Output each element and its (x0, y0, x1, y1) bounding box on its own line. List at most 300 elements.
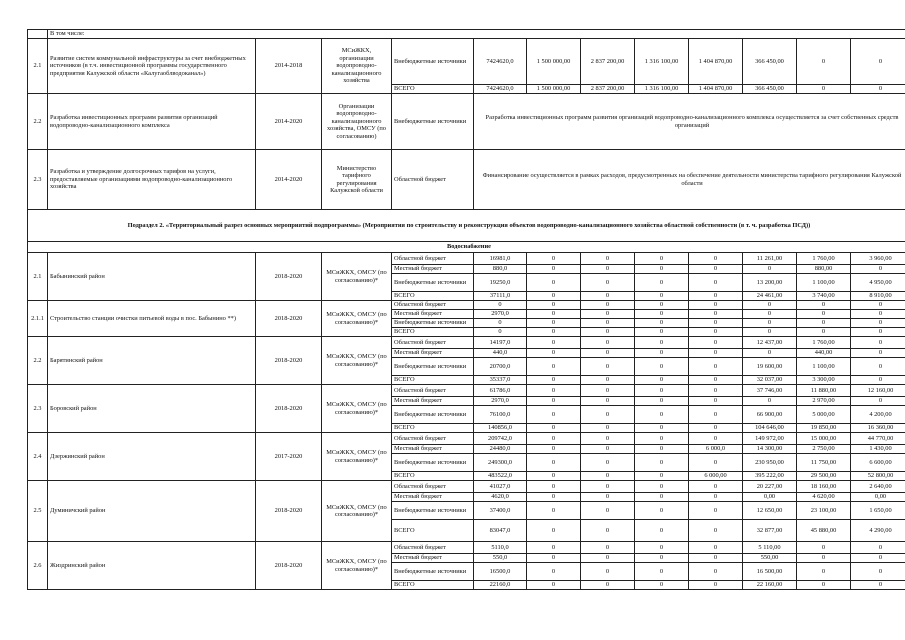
value-cell: 0 (527, 385, 581, 397)
value-cell: 0 (851, 581, 905, 590)
table-row (28, 94, 905, 150)
value-cell: 0 (851, 337, 905, 349)
executor: Организации водопроводно-канализационного хозяйства, ОМСУ (по согласованию) (322, 94, 392, 150)
value-cell: 0 (851, 397, 905, 406)
value-cell: 32 037,00 (743, 376, 797, 385)
period: 2014-2018 (256, 39, 322, 94)
value-cell: 0 (743, 265, 797, 274)
value-cell: 149 972,00 (743, 433, 797, 445)
funding-source: Областной бюджет (392, 385, 474, 397)
value-cell: 0 (527, 349, 581, 358)
funding-source: Областной бюджет (392, 301, 474, 310)
value-cell: 0 (581, 385, 635, 397)
funding-source: ВСЕГО (392, 472, 474, 481)
value-cell: 1 500 000,00 (527, 85, 581, 94)
value-cell: 11 880,00 (797, 385, 851, 397)
row-number: 2.1 (28, 253, 48, 301)
value-cell: 7424620,0 (474, 85, 527, 94)
value-cell: 1 100,00 (797, 358, 851, 376)
value-cell: 0 (689, 554, 743, 563)
executor: МСиЖКХ, ОМСУ (по согласованию)* (322, 253, 392, 301)
value-cell: 0 (689, 376, 743, 385)
value-cell: 0 (635, 385, 689, 397)
value-cell: 0 (797, 581, 851, 590)
table-row (28, 242, 905, 253)
value-cell: 44 770,00 (851, 433, 905, 445)
value-cell: 0 (689, 385, 743, 397)
value-cell: 7424620,0 (474, 39, 527, 85)
value-cell: 0 (527, 581, 581, 590)
value-cell: 5 110,00 (743, 542, 797, 554)
table-row (28, 542, 905, 554)
top-note: В том числе: (48, 30, 905, 39)
value-cell: 880,00 (797, 265, 851, 274)
value-cell: 0 (689, 292, 743, 301)
row-number: 2.1.1 (28, 301, 48, 337)
subsection-title: Водоснабжение (28, 242, 905, 253)
value-cell: 20700,0 (474, 358, 527, 376)
value-cell: 104 646,00 (743, 424, 797, 433)
funding-source: Местный бюджет (392, 493, 474, 502)
value-cell: 16 360,00 (851, 424, 905, 433)
value-cell: 0 (743, 328, 797, 337)
value-cell: 0 (527, 397, 581, 406)
funding-source: Областной бюджет (392, 481, 474, 493)
value-cell: 0 (689, 337, 743, 349)
period: 2018-2020 (256, 481, 322, 542)
value-cell: 0 (635, 301, 689, 310)
value-cell: 0 (689, 433, 743, 445)
value-cell: 0 (527, 292, 581, 301)
value-cell: 0 (689, 502, 743, 520)
value-cell: 16 500,00 (743, 563, 797, 581)
value-cell: 2 640,00 (851, 481, 905, 493)
funding-source: Местный бюджет (392, 310, 474, 319)
value-cell: 0 (689, 265, 743, 274)
funding-source: Внебюджетные источники (392, 406, 474, 424)
value-cell: 5 000,00 (797, 406, 851, 424)
value-cell: 0 (689, 563, 743, 581)
value-cell: 0 (527, 542, 581, 554)
value-cell: 0 (851, 358, 905, 376)
funding-note: Разработка инвестиционных программ развития организаций водопроводно-канализационного комплекса осуществляется за счет собственных средств организаций (474, 94, 905, 150)
value-cell: 0 (581, 301, 635, 310)
value-cell: 37 746,00 (743, 385, 797, 397)
value-cell: 0 (581, 319, 635, 328)
value-cell: 1 316 100,00 (635, 85, 689, 94)
value-cell: 61786,0 (474, 385, 527, 397)
value-cell: 0 (635, 502, 689, 520)
value-cell: 0 (635, 274, 689, 292)
value-cell: 16500,0 (474, 563, 527, 581)
value-cell: 24 461,00 (743, 292, 797, 301)
value-cell: 0 (851, 301, 905, 310)
value-cell: 0 (581, 542, 635, 554)
value-cell: 37400,0 (474, 502, 527, 520)
value-cell: 0 (635, 253, 689, 265)
value-cell: 19 850,00 (797, 424, 851, 433)
funding-source: Областной бюджет (392, 433, 474, 445)
funding-source: Местный бюджет (392, 397, 474, 406)
row-number: 2.4 (28, 433, 48, 481)
value-cell: 0 (581, 358, 635, 376)
value-cell: 0 (689, 424, 743, 433)
value-cell: 1 430,00 (851, 445, 905, 454)
funding-source: Внебюджетные источники (392, 563, 474, 581)
value-cell: 0 (635, 349, 689, 358)
value-cell: 41027,0 (474, 481, 527, 493)
value-cell: 11 261,00 (743, 253, 797, 265)
value-cell: 0 (743, 301, 797, 310)
value-cell: 0 (635, 563, 689, 581)
district-name: Дзержинский район (48, 433, 256, 481)
value-cell: 1 760,00 (797, 253, 851, 265)
value-cell: 4 290,00 (851, 520, 905, 542)
value-cell: 14 300,00 (743, 445, 797, 454)
value-cell: 0 (635, 319, 689, 328)
value-cell: 0 (743, 319, 797, 328)
funding-source: Местный бюджет (392, 554, 474, 563)
value-cell: 18 160,00 (797, 481, 851, 493)
funding-note: Финансирование осуществляется в рамках расходов, предусмотренных на обеспечение деятельности министерства тарифного регулирования Калужской области (474, 150, 905, 210)
value-cell: 140856,0 (474, 424, 527, 433)
value-cell: 0 (689, 349, 743, 358)
funding-source: Внебюджетные источники (392, 454, 474, 472)
value-cell: 0 (581, 424, 635, 433)
district-name: Бабынинский район (48, 253, 256, 301)
value-cell: 0 (527, 376, 581, 385)
value-cell: 0 (743, 349, 797, 358)
section-title: Подраздел 2. «Территориальный разрез основных мероприятий подпрограммы» (Мероприятия по строительству и реконструкция объектов водопроводно-канализационного хозяйства областной собственности (в т. ч. разработка ПСД)) (28, 210, 905, 242)
funding-source: Областной бюджет (392, 150, 474, 210)
district-name: Барятинский район (48, 337, 256, 385)
value-cell: 0 (581, 433, 635, 445)
value-cell: 0 (527, 554, 581, 563)
funding-source: Внебюджетные источники (392, 39, 474, 85)
funding-source: Областной бюджет (392, 542, 474, 554)
value-cell: 0 (581, 406, 635, 424)
value-cell: 4 620,00 (797, 493, 851, 502)
table-row (28, 433, 905, 445)
value-cell: 23 100,00 (797, 502, 851, 520)
funding-source: Внебюджетные источники (392, 274, 474, 292)
value-cell: 0 (743, 310, 797, 319)
value-cell: 3 740,00 (797, 292, 851, 301)
district-name: Жиздринский район (48, 542, 256, 590)
period: 2014-2020 (256, 94, 322, 150)
value-cell: 0 (635, 265, 689, 274)
value-cell: 0 (581, 472, 635, 481)
period: 2017-2020 (256, 433, 322, 481)
value-cell: 0 (581, 397, 635, 406)
row-number: 2.2 (28, 337, 48, 385)
value-cell: 1 100,00 (797, 274, 851, 292)
value-cell: 12 160,00 (851, 385, 905, 397)
period: 2018-2020 (256, 337, 322, 385)
value-cell: 0 (635, 337, 689, 349)
funding-source: Внебюджетные источники (392, 502, 474, 520)
funding-source: ВСЕГО (392, 520, 474, 542)
value-cell: 13 200,00 (743, 274, 797, 292)
value-cell: 0 (635, 397, 689, 406)
value-cell: 0 (635, 433, 689, 445)
value-cell: 76100,0 (474, 406, 527, 424)
value-cell: 0 (527, 253, 581, 265)
value-cell: 0 (581, 328, 635, 337)
funding-source: ВСЕГО (392, 85, 474, 94)
value-cell: 12 437,00 (743, 337, 797, 349)
value-cell: 0 (527, 445, 581, 454)
value-cell: 0 (635, 358, 689, 376)
value-cell: 83047,0 (474, 520, 527, 542)
value-cell: 1 316 100,00 (635, 39, 689, 85)
value-cell: 12 650,00 (743, 502, 797, 520)
value-cell: 6 600,00 (851, 454, 905, 472)
value-cell: 1 650,00 (851, 502, 905, 520)
executor: МСиЖКХ, ОМСУ (по согласованию)* (322, 481, 392, 542)
value-cell: 2970,0 (474, 397, 527, 406)
value-cell: 230 950,00 (743, 454, 797, 472)
value-cell: 14197,0 (474, 337, 527, 349)
value-cell: 0 (581, 376, 635, 385)
funding-source: Местный бюджет (392, 445, 474, 454)
value-cell: 209742,0 (474, 433, 527, 445)
value-cell: 440,00 (797, 349, 851, 358)
budget-table (27, 29, 905, 590)
value-cell: 0 (635, 481, 689, 493)
table-row (28, 337, 905, 349)
row-number: 2.3 (28, 385, 48, 433)
value-cell: 0 (689, 301, 743, 310)
value-cell: 0 (527, 424, 581, 433)
value-cell: 0 (581, 292, 635, 301)
value-cell: 0 (581, 337, 635, 349)
table-row (28, 150, 905, 210)
funding-source: Областной бюджет (392, 337, 474, 349)
value-cell: 1 404 870,00 (689, 85, 743, 94)
value-cell: 0,00 (851, 493, 905, 502)
row-number: 2.2 (28, 94, 48, 150)
period: 2014-2020 (256, 150, 322, 210)
measure-name: Развитие систем коммунальной инфраструктуры за счет внебюджетных источников (в т.ч. инвестиционной программы государственного предприятия Калужской области «Калугаоблводоканал») (48, 39, 256, 94)
value-cell: 2970,0 (474, 310, 527, 319)
value-cell: 0 (635, 310, 689, 319)
value-cell: 0 (635, 493, 689, 502)
value-cell: 5110,0 (474, 542, 527, 554)
value-cell: 0 (689, 358, 743, 376)
value-cell: 15 000,00 (797, 433, 851, 445)
funding-source: Областной бюджет (392, 253, 474, 265)
value-cell: 1 760,00 (797, 337, 851, 349)
executor: МСиЖКХ, ОМСУ (по согласованию)* (322, 337, 392, 385)
value-cell: 24480,0 (474, 445, 527, 454)
value-cell: 0,00 (743, 493, 797, 502)
executor: МСиЖКХ, ОМСУ (по согласованию)* (322, 385, 392, 433)
value-cell: 550,00 (743, 554, 797, 563)
value-cell: 19 600,00 (743, 358, 797, 376)
value-cell: 366 450,00 (743, 85, 797, 94)
value-cell: 0 (581, 454, 635, 472)
row-number: 2.5 (28, 481, 48, 542)
value-cell: 0 (851, 376, 905, 385)
value-cell: 0 (851, 85, 905, 94)
value-cell: 0 (527, 520, 581, 542)
executor: Министерство тарифного регулирования Калужской области (322, 150, 392, 210)
value-cell: 0 (743, 397, 797, 406)
value-cell: 4 950,00 (851, 274, 905, 292)
value-cell: 249300,0 (474, 454, 527, 472)
value-cell: 0 (527, 310, 581, 319)
value-cell: 3 300,00 (797, 376, 851, 385)
period: 2018-2020 (256, 253, 322, 301)
value-cell: 0 (797, 542, 851, 554)
value-cell: 0 (689, 328, 743, 337)
value-cell: 8 910,00 (851, 292, 905, 301)
value-cell: 0 (527, 472, 581, 481)
value-cell: 29 500,00 (797, 472, 851, 481)
district-name: Думиничский район (48, 481, 256, 542)
value-cell: 20 227,00 (743, 481, 797, 493)
value-cell: 3 960,00 (851, 253, 905, 265)
value-cell: 0 (797, 554, 851, 563)
value-cell: 0 (851, 39, 905, 85)
value-cell: 483522,0 (474, 472, 527, 481)
value-cell: 0 (635, 472, 689, 481)
value-cell: 0 (527, 328, 581, 337)
value-cell: 0 (851, 554, 905, 563)
table-row (28, 39, 905, 85)
value-cell: 2 750,00 (797, 445, 851, 454)
value-cell: 0 (527, 337, 581, 349)
value-cell: 440,0 (474, 349, 527, 358)
value-cell: 0 (527, 481, 581, 493)
value-cell: 0 (527, 319, 581, 328)
table-row (28, 301, 905, 310)
value-cell: 2 837 200,00 (581, 39, 635, 85)
value-cell: 0 (581, 493, 635, 502)
district-name: Строительство станции очистки питьевой воды в пос. Бабынино **) (48, 301, 256, 337)
value-cell: 0 (689, 493, 743, 502)
value-cell: 0 (689, 481, 743, 493)
value-cell: 0 (474, 301, 527, 310)
table-row (28, 385, 905, 397)
value-cell: 0 (689, 454, 743, 472)
funding-source: ВСЕГО (392, 581, 474, 590)
funding-source: Внебюджетные источники (392, 358, 474, 376)
funding-source: ВСЕГО (392, 424, 474, 433)
value-cell: 0 (527, 406, 581, 424)
value-cell: 16981,0 (474, 253, 527, 265)
value-cell: 0 (851, 563, 905, 581)
value-cell: 0 (635, 581, 689, 590)
value-cell: 366 450,00 (743, 39, 797, 85)
value-cell: 0 (689, 310, 743, 319)
value-cell: 45 880,00 (797, 520, 851, 542)
value-cell: 0 (689, 520, 743, 542)
value-cell: 0 (851, 265, 905, 274)
value-cell: 0 (689, 274, 743, 292)
value-cell: 0 (581, 274, 635, 292)
value-cell: 0 (797, 319, 851, 328)
value-cell: 0 (581, 481, 635, 493)
value-cell: 0 (581, 445, 635, 454)
table-row (28, 30, 905, 39)
value-cell: 0 (527, 265, 581, 274)
value-cell: 0 (689, 319, 743, 328)
executor: МСиЖКХ, ОМСУ (по согласованию)* (322, 542, 392, 590)
value-cell: 0 (635, 424, 689, 433)
value-cell: 0 (797, 328, 851, 337)
value-cell: 0 (851, 349, 905, 358)
value-cell: 22160,0 (474, 581, 527, 590)
value-cell: 0 (581, 253, 635, 265)
measure-name: Разработка инвестиционных программ развития организаций водопроводно-канализационного комплекса (48, 94, 256, 150)
value-cell: 0 (527, 301, 581, 310)
value-cell: 4 200,00 (851, 406, 905, 424)
value-cell: 0 (689, 253, 743, 265)
value-cell: 0 (797, 39, 851, 85)
value-cell: 0 (635, 406, 689, 424)
value-cell: 0 (581, 520, 635, 542)
table-row (28, 481, 905, 493)
value-cell: 66 900,00 (743, 406, 797, 424)
value-cell: 0 (527, 563, 581, 581)
value-cell: 0 (581, 265, 635, 274)
value-cell: 0 (635, 328, 689, 337)
district-name: Боровский район (48, 385, 256, 433)
value-cell: 0 (527, 358, 581, 376)
value-cell: 880,0 (474, 265, 527, 274)
value-cell: 0 (851, 319, 905, 328)
row-number: 2.1 (28, 39, 48, 94)
value-cell: 0 (581, 502, 635, 520)
value-cell: 19250,0 (474, 274, 527, 292)
table-row (28, 253, 905, 265)
table-row (28, 210, 905, 242)
period: 2018-2020 (256, 542, 322, 590)
funding-source: ВСЕГО (392, 328, 474, 337)
value-cell: 11 750,00 (797, 454, 851, 472)
executor: МСиЖКХ, ОМСУ (по согласованию)* (322, 433, 392, 481)
value-cell: 550,0 (474, 554, 527, 563)
value-cell: 6 000,0 (689, 445, 743, 454)
value-cell: 0 (851, 310, 905, 319)
value-cell: 0 (581, 310, 635, 319)
value-cell: 0 (581, 349, 635, 358)
value-cell: 22 160,00 (743, 581, 797, 590)
value-cell: 0 (851, 542, 905, 554)
value-cell: 0 (689, 406, 743, 424)
value-cell: 0 (689, 581, 743, 590)
value-cell: 0 (797, 310, 851, 319)
value-cell: 0 (635, 292, 689, 301)
value-cell: 0 (527, 502, 581, 520)
value-cell: 0 (635, 376, 689, 385)
measure-name: Разработка и утверждение долгосрочных тарифов на услуги, предоставляемые организациями водопроводно-канализационного хозяйства (48, 150, 256, 210)
period: 2018-2020 (256, 385, 322, 433)
value-cell: 2 837 200,00 (581, 85, 635, 94)
value-cell: 52 800,00 (851, 472, 905, 481)
value-cell: 1 500 000,00 (527, 39, 581, 85)
value-cell: 0 (797, 563, 851, 581)
value-cell: 0 (527, 493, 581, 502)
value-cell: 1 404 870,00 (689, 39, 743, 85)
value-cell: 0 (474, 319, 527, 328)
value-cell: 0 (474, 328, 527, 337)
empty-cell (28, 30, 48, 39)
executor: МСиЖКХ, ОМСУ (по согласованию)* (322, 301, 392, 337)
value-cell: 6 000,00 (689, 472, 743, 481)
